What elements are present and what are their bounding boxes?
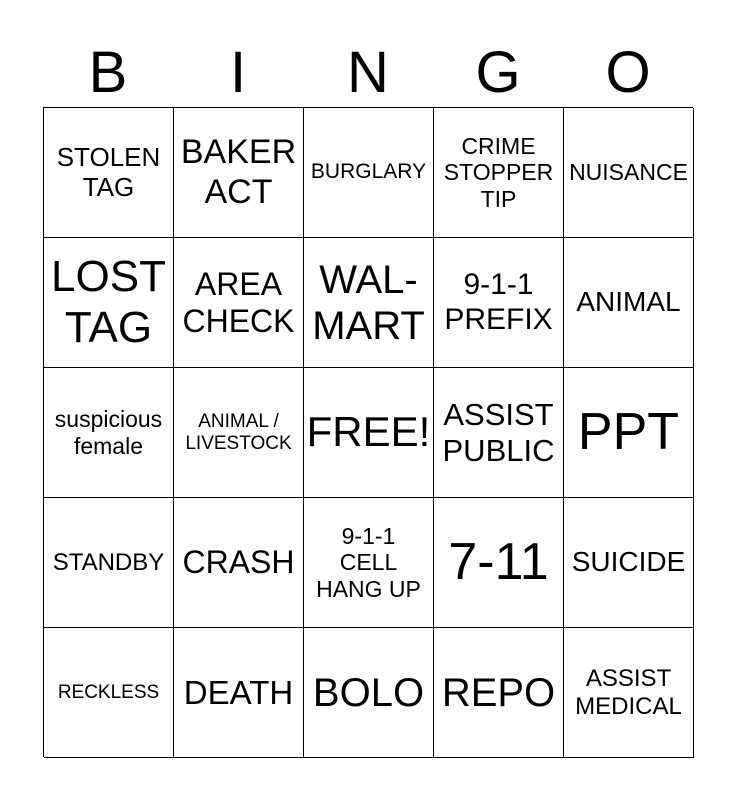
bingo-cell-label: NUISANCE [569,159,688,186]
header-letter-g: G [475,40,521,105]
bingo-cell[interactable] [434,108,564,238]
bingo-cell[interactable] [304,108,434,238]
bingo-cell-label: ANIMAL [576,286,681,318]
header-letter-i: I [229,40,247,105]
header-letter-n: N [347,40,389,105]
bingo-cell-label: ANIMAL / LIVESTOCK [185,410,292,454]
bingo-cell[interactable] [304,238,434,368]
bingo-cell-label: LOST TAG [51,251,166,352]
bingo-cell[interactable] [304,498,434,628]
bingo-cell[interactable] [174,628,304,758]
bingo-cell[interactable] [564,108,694,238]
bingo-cell[interactable] [44,368,174,498]
bingo-cell[interactable] [304,368,434,498]
bingo-cell-label: BOLO [312,670,425,715]
bingo-cell[interactable] [174,498,304,628]
bingo-cell-label: STOLEN TAG [56,141,161,202]
bingo-cell-label: STANDBY [52,548,165,576]
bingo-cell-label: BAKER ACT [180,133,297,211]
bingo-cell-label: AREA CHECK [182,265,295,339]
bingo-cell[interactable] [44,238,174,368]
bingo-cell-label: 7-11 [448,532,549,591]
bingo-cell-label: FREE! [306,408,431,456]
bingo-cell-label: ASSIST MEDICAL [575,664,682,720]
bingo-cell[interactable] [564,238,694,368]
bingo-cell-label: 9-1-1 PREFIX [444,268,553,336]
bingo-cell[interactable] [434,368,564,498]
bingo-cell-label: CRIME STOPPER TIP [443,132,554,212]
bingo-cell[interactable] [564,368,694,498]
bingo-cell[interactable] [434,498,564,628]
bingo-cell[interactable] [434,628,564,758]
header-letter-o: O [605,40,651,105]
bingo-cell-label: BURGLARY [310,160,427,184]
bingo-cell-label: RECKLESS [57,681,160,703]
bingo-cell[interactable] [44,628,174,758]
bingo-board [43,107,693,757]
bingo-header [43,40,693,106]
bingo-cell-label: CRASH [182,544,295,581]
bingo-cell[interactable] [174,108,304,238]
bingo-cell[interactable] [434,238,564,368]
bingo-cell-label: 9-1-1 CELL HANG UP [316,522,421,602]
bingo-cell[interactable] [44,498,174,628]
bingo-cell[interactable] [304,628,434,758]
bingo-cell[interactable] [174,368,304,498]
bingo-cell-label: SUICIDE [571,546,686,578]
bingo-cell-label: WAL- MART [312,257,425,348]
bingo-cell-label: DEATH [183,673,294,711]
header-letter-b: B [88,40,128,105]
bingo-cell[interactable] [44,108,174,238]
bingo-cell-label: suspicious female [54,406,163,459]
bingo-cell-label: PPT [577,402,680,461]
bingo-cell[interactable] [564,628,694,758]
bingo-cell-label: ASSIST PUBLIC [442,396,555,468]
bingo-cell-label: REPO [441,670,556,715]
bingo-cell[interactable] [174,238,304,368]
bingo-cell[interactable] [564,498,694,628]
